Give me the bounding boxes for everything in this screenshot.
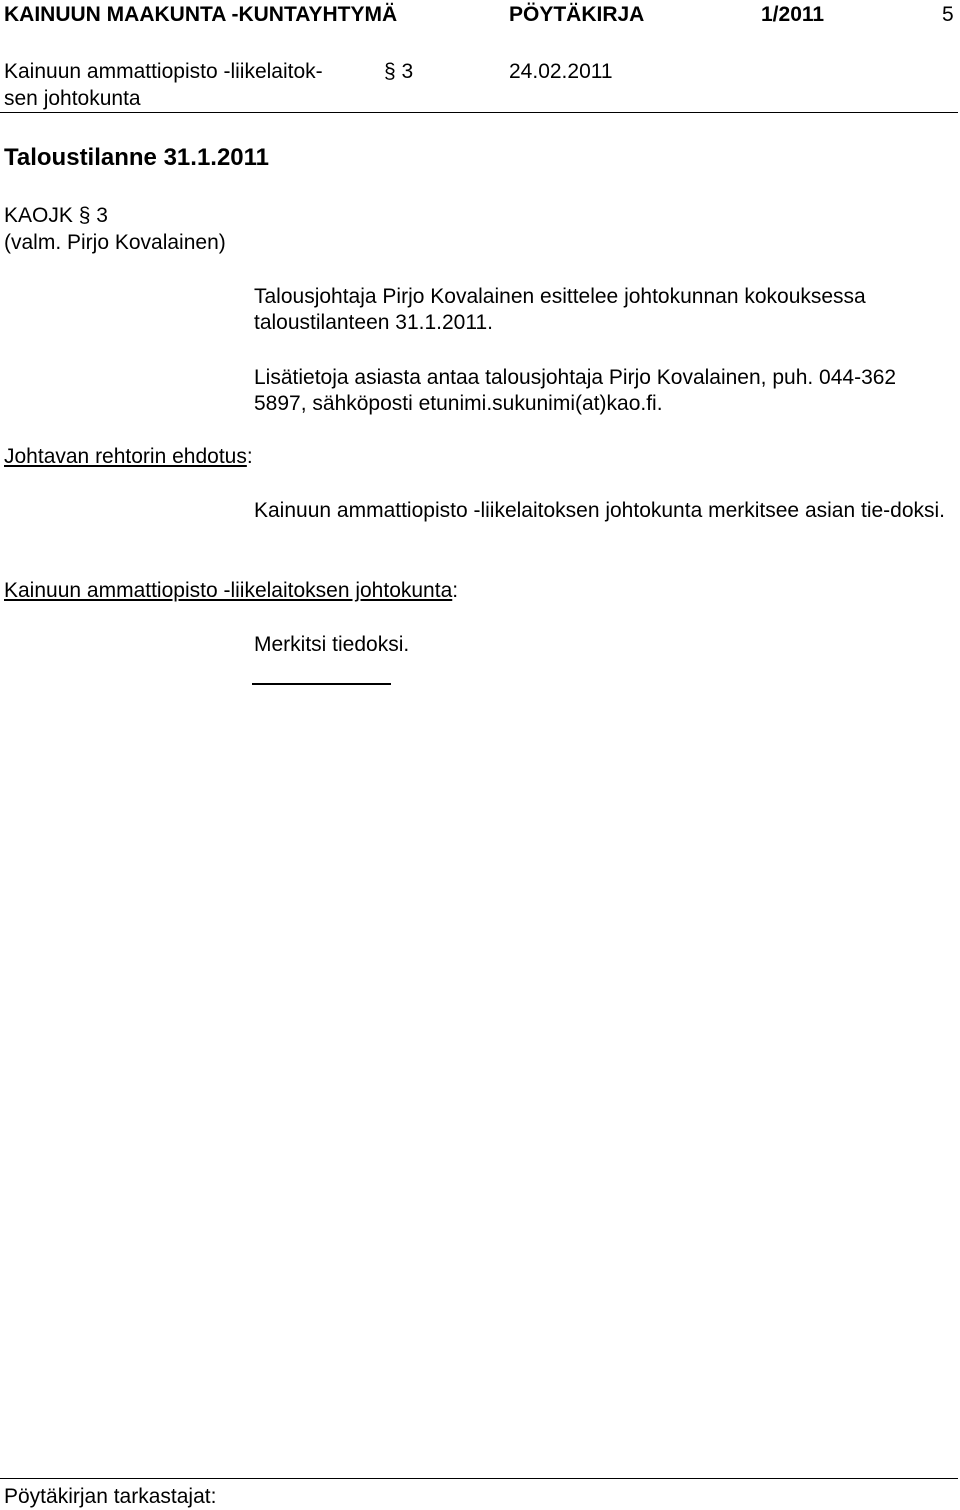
doc-type: PÖYTÄKIRJA — [509, 3, 645, 26]
decision-underline — [252, 683, 391, 685]
proposal-label: Johtavan rehtorin ehdotus: — [4, 445, 253, 468]
section-number: § 3 — [384, 60, 414, 83]
body-name-line1: Kainuun ammattiopisto -liikelaitok- — [4, 60, 323, 83]
header-rule — [0, 112, 958, 113]
decision-label: Kainuun ammattiopisto -liikelaitoksen johtokunta: — [4, 579, 459, 602]
item-title: Taloustilanne 31.1.2011 — [4, 144, 270, 171]
item-ref: KAOJK § 3 — [4, 204, 108, 227]
intro-paragraph: Talousjohtaja Pirjo Kovalainen esittelee johtokunnan kokouksessa taloustilanteen 31.1.2011. — [254, 285, 866, 334]
item-preparer: (valm. Pirjo Kovalainen) — [4, 231, 226, 254]
org-name: KAINUUN MAAKUNTA -KUNTAYHTYMÄ — [4, 3, 398, 26]
proposal-label-text: Johtavan rehtorin ehdotus — [4, 445, 247, 468]
footer-rule — [0, 1478, 958, 1479]
body-name-line2: sen johtokunta — [4, 87, 141, 110]
doc-number: 1/2011 — [761, 3, 825, 26]
decision-label-text: Kainuun ammattiopisto -liikelaitoksen johtokunta — [4, 579, 453, 602]
meeting-date: 24.02.2011 — [509, 60, 613, 83]
inspectors-label: Pöytäkirjan tarkastajat: — [4, 1485, 217, 1508]
decision-text: Merkitsi tiedoksi. — [254, 633, 410, 656]
proposal-text: Kainuun ammattiopisto -liikelaitoksen johtokunta merkitsee asian tie-doksi. — [254, 499, 946, 522]
page-number: 5 — [942, 3, 954, 26]
contact-paragraph: Lisätietoja asiasta antaa talousjohtaja Pirjo Kovalainen, puh. 044-362 5897, sähköposti etunimi.sukunimi(at)kao.fi. — [254, 366, 897, 415]
